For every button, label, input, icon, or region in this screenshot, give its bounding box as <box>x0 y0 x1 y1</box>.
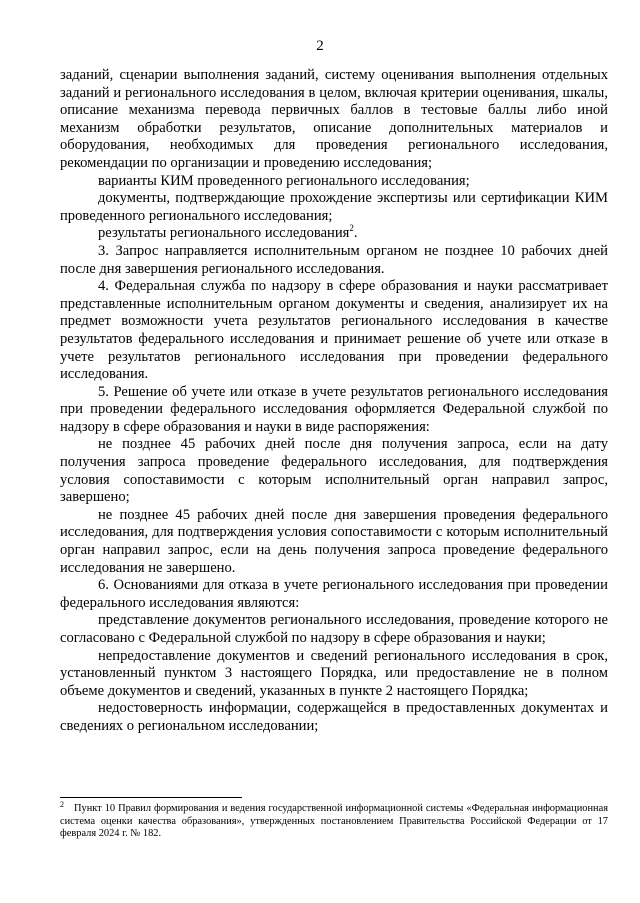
page-number: 2 <box>316 38 324 54</box>
document-body <box>60 67 608 736</box>
footnote-reference: 2 <box>349 223 354 234</box>
footnote-separator <box>60 797 242 798</box>
paragraph-item-4: 4. Федеральная служба по надзору в сфере образования и науки рассматривает представленные исполнительным органом документы и сведения, анализирует их на предмет возможности учета результатов регионального исследования в качестве результатов федерального исследования и принимает решение об учете или отказе в учете результатов регионального исследования при проведении федерального исследования. <box>60 278 608 383</box>
paragraph-refusal-not-agreed: представление документов регионального исследования, проведение которого не согласовано с Федеральной службой по надзору в сфере образования и науки; <box>60 612 608 646</box>
paragraph-item-5: 5. Решение об учете или отказе в учете результатов регионального исследования при проведении федерального исследования оформляется Федеральной службой по надзору в сфере образования и науки в виде распоряжения: <box>60 383 608 435</box>
footnote-text: Пункт 10 Правил формирования и ведения государственной информационной системы «Федеральная информационная система оценки качества образования», утвержденных постановлением Правительства Российской Федерации от 17 февраля 2024 г. № 182. <box>60 803 608 840</box>
paragraph-kim-variants: варианты КИМ проведенного регионального исследования; <box>98 172 470 189</box>
paragraph-expertise-documents: документы, подтверждающие прохождение экспертизы или сертификации КИМ проведенного регионального исследования; <box>60 190 608 224</box>
paragraph-continuation: заданий, сценарии выполнения заданий, систему оценивания выполнения отдельных заданий и регионального исследования в целом, включая критерии оценивания, шкалы, описание механизма перевода первичных баллов в тестовые баллы либо иной механизм обработки результатов, описание дополнительных материалов и оборудования, необходимых для проведения регионального исследования, рекомендации по организации и проведению исследования; <box>60 67 608 171</box>
paragraph-refusal-missing-documents: непредоставление документов и сведений регионального исследования в срок, установленный пунктом 3 настоящего Порядка, или предоставление не в полном объеме документов и сведений, указанных в пункте 2 настоящего Порядка; <box>60 647 608 699</box>
paragraph-item-6: 6. Основаниями для отказа в учете регионального исследования при проведении федерального исследования являются: <box>60 577 608 611</box>
paragraph-deadline-completed: не позднее 45 рабочих дней после дня получения запроса, если на дату получения запроса проведение федерального исследования, для подтверждения условия сопоставимости с которым исполнительный орган направил запрос, завершено; <box>60 436 608 506</box>
paragraph-refusal-unreliable-info: недостоверность информации, содержащейся в предоставленных документах и сведениях о региональном исследовании; <box>60 700 608 734</box>
paragraph-research-results <box>60 225 608 243</box>
footnote <box>60 799 608 841</box>
research-results-period: . <box>353 225 358 242</box>
paragraph-item-3: 3. Запрос направляется исполнительным органом не позднее 10 рабочих дней после дня завершения регионального исследования. <box>60 242 608 277</box>
footnote-marker: 2 <box>60 799 64 809</box>
paragraph-deadline-not-completed: не позднее 45 рабочих дней после дня завершения проведения федерального исследования, для подтверждения условия сопоставимости с которым исполнительный орган направил запрос, если на день получения запроса проведение федерального исследования не завершено. <box>60 506 608 576</box>
research-results-text: результаты регионального исследования <box>98 225 350 242</box>
